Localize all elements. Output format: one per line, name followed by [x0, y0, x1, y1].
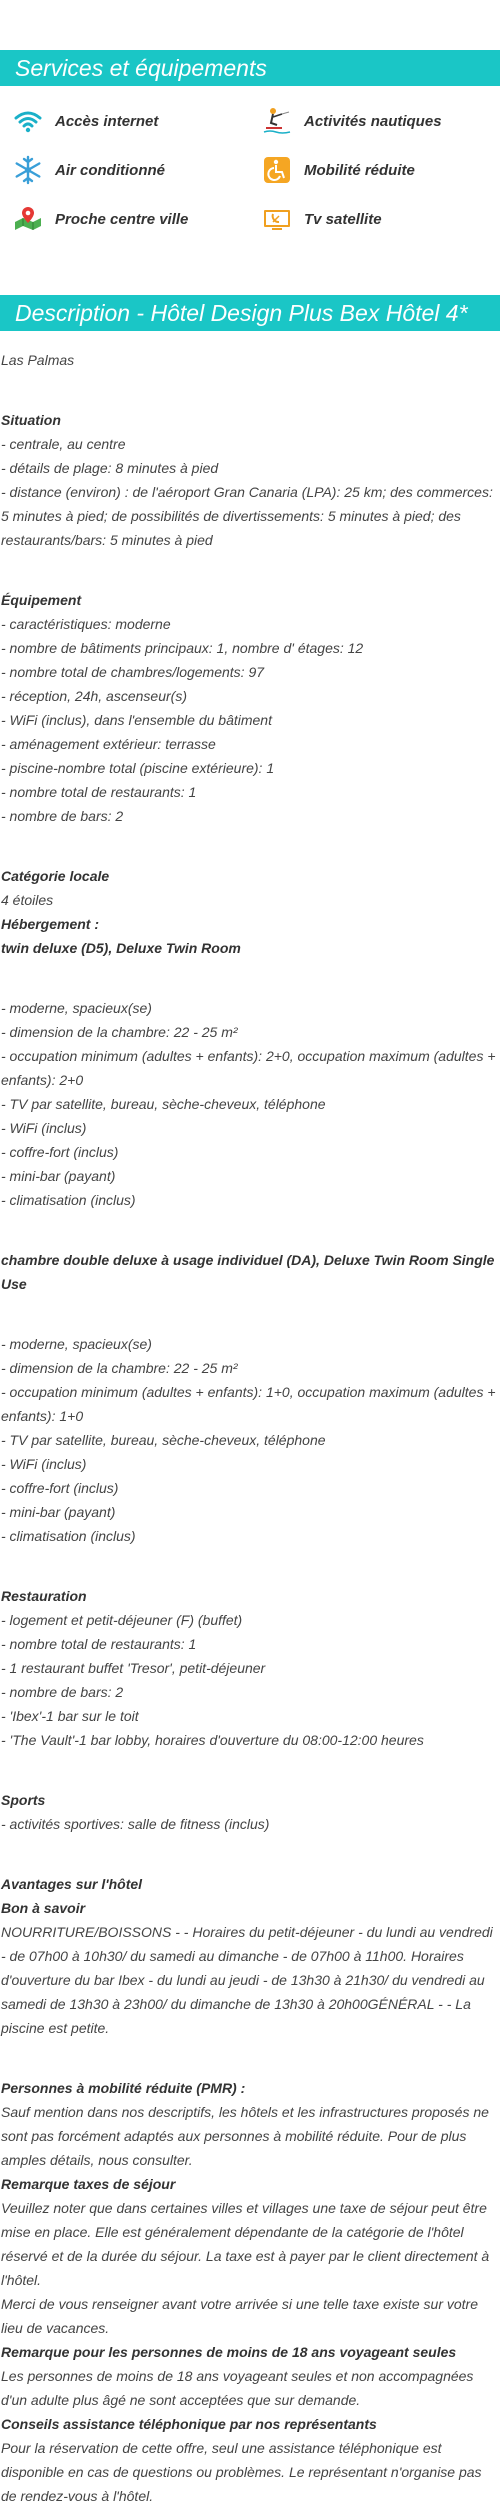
room-line: - dimension de la chambre: 22 - 25 m²: [1, 1360, 238, 1376]
amenity-label: Proche centre ville: [55, 210, 189, 228]
situation-line: - distance (environ) : de l'aéroport Gran Canaria (LPA): 25 km; des commerces: 5 minutes à pied; de possibilités de divertissements: 5 minutes à pied; des restaurants/bars: 5 minutes à pied: [1, 484, 493, 548]
map-pin-icon: [11, 202, 45, 236]
equipement-line: - aménagement extérieur: terrasse: [1, 736, 216, 752]
room-name: chambre double deluxe à usage individuel (DA), Deluxe Twin Room Single Use: [1, 1252, 495, 1292]
equipement-line: - nombre total de chambres/logements: 97: [1, 664, 265, 680]
situation-heading: Situation: [1, 412, 61, 428]
amenity-nautiques: [260, 104, 442, 138]
amenity-label: Accès internet: [55, 112, 159, 130]
room-line: - climatisation (inclus): [1, 1528, 136, 1544]
categorie-heading: Catégorie locale: [1, 868, 110, 884]
equipement-line: - réception, 24h, ascenseur(s): [1, 688, 187, 704]
room-line: - TV par satellite, bureau, sèche-cheveux, téléphone: [1, 1432, 326, 1448]
description-body: [1, 348, 499, 2508]
bon-a-savoir-heading: Bon à savoir: [1, 1900, 86, 1916]
room-line: - occupation minimum (adultes + enfants): 2+0, occupation maximum (adultes + enfants): 2+0: [1, 1048, 496, 1088]
room-line: - moderne, spacieux(se): [1, 1336, 152, 1352]
room-line: - mini-bar (payant): [1, 1504, 116, 1520]
amenity-label: Activités nautiques: [304, 112, 442, 130]
room-line: - dimension de la chambre: 22 - 25 m²: [1, 1024, 238, 1040]
room-line: - mini-bar (payant): [1, 1168, 116, 1184]
room-line: - coffre-fort (inclus): [1, 1480, 119, 1496]
assistance-heading: Conseils assistance téléphonique par nos représentants: [1, 2416, 377, 2432]
wheelchair-icon: [260, 153, 294, 187]
mineurs-heading: Remarque pour les personnes de moins de 18 ans voyageant seules: [1, 2344, 457, 2360]
restauration-heading: Restauration: [1, 1588, 87, 1604]
amenity-label: Tv satellite: [304, 210, 382, 228]
snowflake-icon: [11, 153, 45, 187]
restauration-line: - 1 restaurant buffet 'Tresor', petit-déjeuner: [1, 1660, 266, 1676]
situation-line: - centrale, au centre: [1, 436, 126, 452]
situation-line: - détails de plage: 8 minutes à pied: [1, 460, 219, 476]
amenity-air: [11, 153, 165, 187]
bon-a-savoir-text: NOURRITURE/BOISSONS - - Horaires du petit-déjeuner - du lundi au vendredi - de 07h00 à 10h30/ du samedi au dimanche - de 07h00 à 11h00. Horaires d'ouverture du bar Ibex - du lundi au jeudi - de 13h30 à 21h30/ du vendredi au samedi de 13h30 à 23h00/ du dimanche de 13h30 à 20h00GÉNÉRAL - - La piscine est petite.: [1, 1924, 493, 2036]
restauration-line: - 'Ibex'-1 bar sur le toit: [1, 1708, 139, 1724]
assistance-text: Pour la réservation de cette offre, seul une assistance téléphonique est disponible en cas de questions ou problèmes. Le représentant n'organise pas de rendez-vous à l'hôtel.: [1, 2440, 482, 2504]
room-line: - occupation minimum (adultes + enfants): 1+0, occupation maximum (adultes + enfants): 1+0: [1, 1384, 496, 1424]
restauration-line: - nombre de bars: 2: [1, 1684, 124, 1700]
equipement-line: - WiFi (inclus), dans l'ensemble du bâtiment: [1, 712, 272, 728]
equipement-line: - piscine-nombre total (piscine extérieure): 1: [1, 760, 275, 776]
equipement-line: - caractéristiques: moderne: [1, 616, 171, 632]
room-line: - climatisation (inclus): [1, 1192, 136, 1208]
sports-heading: Sports: [1, 1792, 46, 1808]
water-skiing-icon: [260, 104, 294, 138]
mineurs-text: Les personnes de moins de 18 ans voyageant seules et non accompagnées d'un adulte plus âgé ne sont acceptées que sur demande.: [1, 2368, 474, 2408]
categorie-value: 4 étoiles: [1, 892, 54, 908]
services-heading: Services et équipements: [0, 50, 500, 86]
room-line: - TV par satellite, bureau, sèche-cheveux, téléphone: [1, 1096, 326, 1112]
equipement-line: - nombre de bars: 2: [1, 808, 124, 824]
restauration-line: - nombre total de restaurants: 1: [1, 1636, 197, 1652]
description-heading: Description - Hôtel Design Plus Bex Hôtel 4*: [0, 295, 500, 331]
room-line: - coffre-fort (inclus): [1, 1144, 119, 1160]
amenity-centre: [11, 202, 188, 236]
city-name: Las Palmas: [1, 352, 75, 368]
amenity-label: Mobilité réduite: [304, 161, 415, 179]
room-line: - WiFi (inclus): [1, 1120, 87, 1136]
room-name: twin deluxe (D5), Deluxe Twin Room: [1, 940, 241, 956]
taxe-heading: Remarque taxes de séjour: [1, 2176, 176, 2192]
amenity-tv: [260, 202, 382, 236]
sports-line: - activités sportives: salle de fitness (inclus): [1, 1816, 270, 1832]
room-line: - moderne, spacieux(se): [1, 1000, 152, 1016]
amenity-mobilite: [260, 153, 415, 187]
satellite-tv-icon: [260, 202, 294, 236]
amenity-internet: [11, 104, 158, 138]
hebergement-heading: Hébergement :: [1, 916, 100, 932]
taxe-text: Veuillez noter que dans certaines villes et villages une taxe de séjour peut être mise en place. Elle est généralement dépendante de la catégorie de l'hôtel réservé et de la durée du séjour. La taxe est à payer par le client directement à l'hôtel.: [1, 2200, 490, 2288]
restauration-line: - logement et petit-déjeuner (F) (buffet): [1, 1612, 243, 1628]
equipement-line: - nombre total de restaurants: 1: [1, 784, 197, 800]
taxe-text: Merci de vous renseigner avant votre arrivée si une telle taxe existe sur votre lieu de vacances.: [1, 2296, 479, 2336]
room-line: - WiFi (inclus): [1, 1456, 87, 1472]
equipement-heading: Équipement: [1, 592, 82, 608]
amenity-label: Air conditionné: [55, 161, 165, 179]
equipement-line: - nombre de bâtiments principaux: 1, nombre d' étages: 12: [1, 640, 364, 656]
pmr-text: Sauf mention dans nos descriptifs, les hôtels et les infrastructures proposés ne sont pas forcément adaptés aux personnes à mobilité réduite. Pour de plus amples détails, nous consulter.: [1, 2104, 489, 2168]
pmr-heading: Personnes à mobilité réduite (PMR) :: [1, 2080, 246, 2096]
restauration-line: - 'The Vault'-1 bar lobby, horaires d'ouverture du 08:00-12:00 heures: [1, 1732, 424, 1748]
avantages-heading: Avantages sur l'hôtel: [1, 1876, 143, 1892]
wifi-icon: [11, 104, 45, 138]
